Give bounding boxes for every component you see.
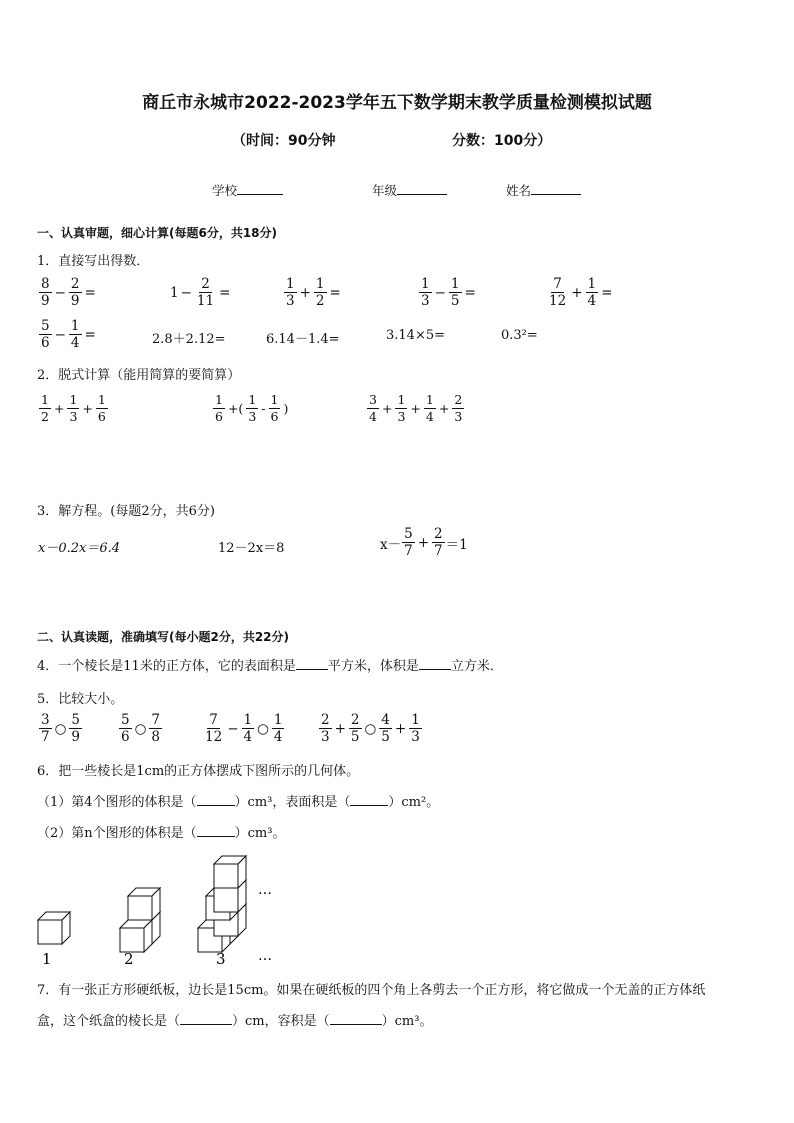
figure-label-1: 1 <box>42 950 52 966</box>
expr-2b: 2.8＋2.12= <box>152 332 226 347</box>
question-5: 5．比较大小。 <box>37 692 124 707</box>
expr-2c: 6.14－1.4= <box>266 332 340 347</box>
calc-c: 3 4 + $\frac{1}{3}$ + $\frac{1}{4}$ + $\frac{2}{3}$ <box>369 392 463 424</box>
expr-1e: 7 12 + $\frac{1}{4}$ = <box>549 276 613 309</box>
equation-a: x－0.2x＝6.4 <box>38 541 121 556</box>
question-6-1: （1）第4个图形的体积是（ ）cm³，表面积是（ ）cm²。 <box>37 795 440 810</box>
ellipsis-bottom: … <box>258 948 272 964</box>
equation-c: x－ 5 7 + $\frac{2}{7}$ ＝1 <box>380 526 468 559</box>
exam-title: 商丘市永城市2022-2023学年五下数学期末教学质量检测模拟试题 <box>142 93 652 113</box>
question-7-line1: 7．有一张正方形硬纸板，边长是15cm。如果在硬纸板的四个角上各剪去一个正方形，将它做成一个无盖的正方体纸 <box>37 983 706 998</box>
compare-c: 7 12 − $\frac{1}{4}$ ○ 1 4 <box>205 712 283 745</box>
figure-label-3: 3 <box>216 950 226 966</box>
name-field: 姓名 <box>506 181 581 199</box>
question-1: 1．直接写出得数． <box>37 254 150 269</box>
expr-2e: 0.3²= <box>501 328 538 343</box>
cube <box>120 920 152 952</box>
time-label: （时间：90分钟 <box>232 133 336 149</box>
question-7-line2: 盒，这个纸盒的棱长是（ ）cm，容积是（ ）cm³。 <box>37 1014 433 1029</box>
expr-1d: 1 3 − $\frac{1}{5}$ = <box>421 276 476 309</box>
section2-heading: 二、认真读题，准确填写(每小题2分，共22分) <box>37 630 290 644</box>
expr-1b: 1 − $\frac{2}{11}$ = <box>170 276 231 309</box>
grade-field: 年级 <box>372 181 447 199</box>
school-field: 学校 <box>212 181 283 199</box>
score-label: 分数：100分） <box>452 133 552 149</box>
cube <box>214 856 246 888</box>
expr-2a: 5 6 − $\frac{1}{4}$ = <box>41 318 96 351</box>
expr-2d: 3.14×5= <box>386 328 446 343</box>
compare-a: 3 7 ○ 5 9 <box>41 712 80 745</box>
question-6-2: （2）第n个图形的体积是（ ）cm³。 <box>37 826 286 841</box>
compare-b: 5 6 ○ 7 8 <box>121 712 160 745</box>
expr-1c: 1 3 + $\frac{1}{2}$ = <box>286 276 341 309</box>
question-4: 4．一个棱长是11米的正方体，它的表面积是 平方米，体积是 立方米． <box>37 659 503 674</box>
ellipsis-top: … <box>258 882 272 898</box>
figure-label-2: 2 <box>124 950 134 966</box>
section1-heading: 一、认真审题，细心计算(每题6分，共18分) <box>37 226 278 240</box>
calc-a: 1 2 + $\frac{1}{3}$ + $\frac{1}{6}$ <box>41 392 106 424</box>
cube <box>38 912 70 944</box>
compare-d: 2 3 + $\frac{2}{5}$ ○ 4 5 + $\frac{1}{3}$ <box>321 712 420 745</box>
question-2: 2．脱式计算（能用简算的要简算） <box>37 368 241 383</box>
question-6: 6．把一些棱长是1cm的正方体摆成下图所示的几何体。 <box>37 764 360 779</box>
cube <box>128 888 160 920</box>
calc-b: 1 6 +( 1 3 - 1 6 ) <box>215 392 289 424</box>
cube-figures <box>30 846 290 966</box>
equation-b: 12－2x＝8 <box>218 541 285 556</box>
expr-1a: 8 9 − $\frac{2}{9}$ = <box>41 276 96 309</box>
question-3: 3．解方程。(每题2分，共6分) <box>37 504 215 519</box>
